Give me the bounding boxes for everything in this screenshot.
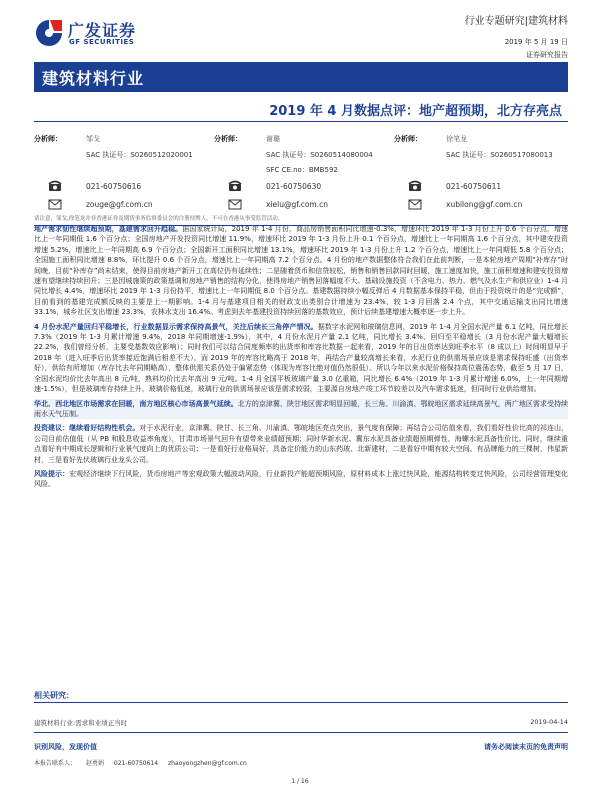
sac-number: S0260514080004: [310, 151, 373, 159]
sac-label: SAC 执证号：: [86, 151, 131, 159]
gf-logo-icon: [34, 18, 64, 48]
sac-label: SAC 执证号：: [446, 151, 491, 159]
paragraph-risk: [34, 469, 568, 490]
paragraph-investment: [34, 423, 568, 465]
analyst-sfc: [266, 165, 338, 175]
analyst-phone: 021-60750611: [446, 182, 502, 191]
sector-banner: [34, 62, 568, 92]
analyst-card: [394, 134, 569, 209]
divider: [34, 702, 568, 703]
page-number: 1 / 16: [291, 778, 309, 785]
paragraph-text: 北方的京津冀、陕甘地区需求明显回暖，长三角、川渝滇、鄂皖地区需求延续高景气，两广地区需求受持续雨水天气压制。: [34, 399, 569, 418]
sac-number: S0260517080013: [490, 151, 553, 159]
contact-line: [34, 758, 255, 767]
analyst-sac: [86, 150, 193, 160]
footer-disclaimer-note: 请务必阅读末页的免责声明: [484, 743, 568, 751]
analyst-label: 分析师：: [34, 135, 62, 143]
contact-label: 本报告联系人：: [34, 760, 77, 767]
related-research-label: 相关研究：: [34, 691, 74, 700]
email-icon: [408, 198, 422, 210]
sfc-label: SFC CE.no：: [266, 166, 309, 174]
title-row: [34, 98, 568, 122]
contact-email[interactable]: zhaoyongzhen@gf.com.cn: [167, 760, 247, 767]
analyst-phone: 021-60750630: [266, 182, 322, 191]
report-kind: 证券研究报告: [526, 51, 568, 59]
paragraph-text: 据国家统计局，2019 年 1-4 月份，商品房销售面积同比增速-0.3%，增速环比 2019 年 1-3 月份上升 0.6 个百分点，增速比上一年同期低 1.6 个百分点；全国房地产开发投资同比增速 11.9%，增速环比 2019 年 1-3 月份上升 0.1 个百分点，增速比上一年同期高 1.6 个百分点，其中建安投资增速 5.2%，增速比上一年同期高 6.9 个百分点；全国新开工面积同比增速 13.1%，增速环比 2019 年 1-3 月份上升 1.2 个百分点，增速比上一年同期低 5.8 个百分点；全国施工面积同比增速 8.8%，环比提升 0.6 个百分点，增速比上一年同期高 7.2 个百分点。4 月份的地产数据整体符合我们在此前判断，一是本轮房地产周期“补库存”时间晚，目前“补库存”尚未结束，使得目前房地产新开工在高位仍有延续性；二是随着货币和信贷较松，销售和销售回款同时回暖，施工速度加快，施工面积增速和建安投资增速有望继续持续回升；三是因城施策的政策基调和房地产销售的结构分化，使得房地产销售回落幅度不大。基础设施投资（不含电力、热力、燃气及水生产和供应业）1-4 月同比增长 4.4%，增速环比 2019 年 1-3 月份持平，增速比上一年同期低 8.0 个百分点。基建数据持续小幅反弹后 4 月数据基本保持平稳，但由于投资统计的是“完成额”，目前看到的基建完成额反映的主要是上一期影响。1-4 月与基建项目相关的财政支出类别合计增速为 23.4%，较 1-3 月回落 2.4 个点，其中交通运输支出同比增速 33.1%，城乡社区支出增速 23.3%，农林水支出 16.4%。考虑到去年基建投资持续回落的基数效应，预计后续基建增速大概率逐一步上升。: [34, 225, 569, 317]
paragraph-text: 据数字水泥网和玻璃信息网，2019 年 1-4 月全国水泥产量 6.1 亿吨，同比增长 7.3%（2019 年 1-3 月累计增速 9.4%，2018 年同期增速-1.9%），其中，4 月份水泥月产量 2.1 亿吨，同比增长 3.4%，回归至平稳增长（3 月份水泥产量大幅增长 22.2%，我们曾经分析，主要受基数效应影响）；同时我们可以结合同度频率的出货率和库容比数据一起来看，2019 年的日出货率达到旺季水平（8 成以上）时间明显早于 2018 年（进入旺季后出货率接近饱满后相差不大），而 2019 年的库容比略高于 2018 年，再结合产量较高增长来看，水泥行业的供需场景应该是需求保持旺盛（出货率好），供给有所增加（库存比去年同期略高），整体供需关系仍处于偏紧态势（体现为库容比绝对值仍然很低）。所以今年以来水泥价格保持高位震荡态势，截至 5 月 17 日，全国水泥均价比去年高出 8 元/吨，熟料均价比去年高出 9 元/吨。1-4 月全国平板玻璃产量 3.0 亿重箱，同比增长 6.4%（2019 年 1-3 月累计增速 6.0%，上一年同期增速-1.5%），但是玻璃库存持续上升，玻璃价格低迷，玻璃行业的供需场景应该是需求较弱，主要源自房地产竣工环节较差以及汽车需求低迷，但同时行业供给增加。: [34, 322, 568, 394]
logo-name-cn: 广发证券: [68, 21, 137, 40]
related-report-link[interactable]: 建筑材料行业:需求和业绩正当时: [34, 719, 128, 727]
analyst-name: 邹戈: [86, 135, 100, 143]
paragraph-heading: 地产需求韧性继续超预期，基建需求回升趋稳。: [34, 225, 183, 233]
analyst-label: 分析师：: [214, 135, 242, 143]
paragraph-heading: 投资建议：继续看好结构性机会。: [34, 424, 140, 433]
analyst-card: [34, 134, 209, 209]
sac-number: S0260512020001: [130, 151, 193, 159]
contact-phone: 021-60750614: [113, 760, 159, 767]
email-icon: [48, 198, 62, 210]
analyst-phone: 021-60750616: [86, 182, 142, 191]
paragraph-text: 宏观经济继续下行风险，货币房地产等宏观政策大幅波动风险，行业新投产能超预期风险，原材料成本上涨过快风险，能源结构转变过快风险，公司经营管理变化风险。: [34, 469, 569, 489]
analyst-sac: [266, 150, 373, 160]
paragraph-heading: 4 月份水泥产量回归平稳增长，行业数据显示需求保持高景气，关注后续长三角停产情况。: [34, 322, 318, 331]
analyst-label: 分析师：: [394, 135, 422, 143]
paragraph-regional: [34, 399, 568, 420]
report-body: [34, 224, 568, 494]
phone-icon: [408, 180, 422, 192]
report-date: 2019 年 5 月 19 日: [504, 38, 568, 46]
divider: [34, 732, 568, 733]
logo-name-en: GF SECURITIES: [69, 38, 135, 46]
paragraph-demand: [34, 224, 568, 318]
analyst-card: [214, 134, 389, 209]
company-logo: [34, 16, 164, 50]
footer-slogan: 识别风险，发现价值: [34, 743, 97, 751]
report-type: 行业专题研究|建筑材料: [464, 16, 568, 27]
analyst-name: 谢璐: [266, 135, 280, 143]
phone-icon: [228, 180, 242, 192]
analyst-email[interactable]: zouge@gf.com.cn: [86, 200, 153, 209]
related-report-date: 2019-04-14: [530, 718, 568, 726]
contact-name: 赵勇娟: [85, 760, 104, 767]
license-disclaimer: 请注意，邹戈,徐笔龙并非香港证券及期货事务监察委员会的注册持牌人，不可在香港从事受监管活动。: [34, 214, 568, 226]
paragraph-text: 对于水泥行业，京津冀、陕甘、长三角、川渝滇、鄂皖地区亮点突出，景气度有保障；再结合公司估值来看，我们看好性价比高的祁连山，公司目前估值低（从 PB 和股息收益率角度），甘肃市场景气回升有望带来业绩超预期；同时华新水泥、冀东水泥具备业绩超预期弹性，海螺水泥具备性价比。同时，继续重点看好有中期成长逻辑和行业景气度向上的优质公司；一是看好行业格局好、具备定价能力的山东药玻、北新建材，二是看好中期有较大空间、有品牌能力的三棵树、伟星新材，三是看好先伏玻璃行业龙头公司。: [34, 424, 569, 464]
sfc-number: BMB592: [308, 166, 338, 174]
paragraph-heading: 华北、西北地区市场需求在回暖，南方地区核心市场高景气延续。: [34, 399, 238, 408]
analyst-sac: [446, 150, 553, 160]
phone-icon: [48, 180, 62, 192]
sector-title: 建筑材料行业: [42, 69, 145, 88]
email-icon: [228, 198, 242, 210]
paragraph-heading: 风险提示：: [34, 469, 70, 478]
analyst-name: 徐笔龙: [446, 135, 467, 143]
analyst-email[interactable]: xubilong@gf.com.cn: [446, 200, 523, 209]
paragraph-cement: [34, 322, 568, 395]
report-title: 2019 年 4 月数据点评：地产超预期，北方存亮点: [269, 104, 562, 119]
report-meta: [465, 12, 568, 60]
analyst-email[interactable]: xielu@gf.com.cn: [266, 200, 328, 209]
sac-label: SAC 执证号：: [266, 151, 311, 159]
